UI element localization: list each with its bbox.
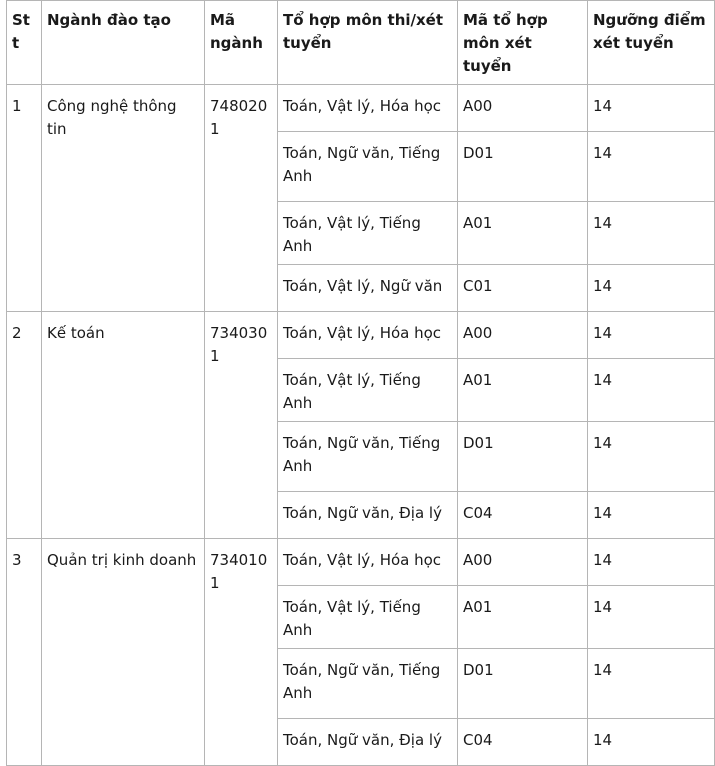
major-code-cell: 7340301	[205, 312, 278, 539]
combo-subjects-cell: Toán, Ngữ văn, Địa lý	[278, 492, 458, 539]
combo-subjects-cell: Toán, Vật lý, Hóa học	[278, 539, 458, 586]
combo-code-cell: A00	[458, 85, 588, 132]
table-body	[7, 85, 715, 766]
threshold-cell: 14	[588, 132, 715, 202]
table-header	[7, 1, 715, 85]
combo-subjects-cell: Toán, Vật lý, Tiếng Anh	[278, 359, 458, 422]
header-row	[7, 1, 715, 85]
combo-code-cell: D01	[458, 132, 588, 202]
threshold-cell: 14	[588, 265, 715, 312]
stt-cell: 2	[7, 312, 42, 539]
stt-cell: 1	[7, 85, 42, 312]
header-combo: Tổ hợp môn thi/xét tuyển	[278, 1, 458, 85]
threshold-cell: 14	[588, 422, 715, 492]
combo-subjects-cell: Toán, Vật lý, Hóa học	[278, 85, 458, 132]
threshold-cell: 14	[588, 586, 715, 649]
major-name-cell: Quản trị kinh doanh	[42, 539, 205, 766]
header-combo-code: Mã tổ hợp môn xét tuyển	[458, 1, 588, 85]
combo-subjects-cell: Toán, Vật lý, Tiếng Anh	[278, 586, 458, 649]
combo-code-cell: A00	[458, 312, 588, 359]
combo-subjects-cell: Toán, Ngữ văn, Tiếng Anh	[278, 649, 458, 719]
threshold-cell: 14	[588, 85, 715, 132]
combo-code-cell: C04	[458, 492, 588, 539]
header-threshold: Ngưỡng điểm xét tuyển	[588, 1, 715, 85]
combo-code-cell: A01	[458, 586, 588, 649]
combo-subjects-cell: Toán, Ngữ văn, Tiếng Anh	[278, 422, 458, 492]
combo-code-cell: A00	[458, 539, 588, 586]
stt-cell: 3	[7, 539, 42, 766]
combo-subjects-cell: Toán, Vật lý, Tiếng Anh	[278, 202, 458, 265]
combo-code-cell: C01	[458, 265, 588, 312]
admissions-table	[6, 0, 715, 766]
header-stt: Stt	[7, 1, 42, 85]
combo-code-cell: A01	[458, 202, 588, 265]
threshold-cell: 14	[588, 539, 715, 586]
combo-subjects-cell: Toán, Vật lý, Hóa học	[278, 312, 458, 359]
combo-code-cell: C04	[458, 719, 588, 766]
threshold-cell: 14	[588, 649, 715, 719]
major-code-cell: 7480201	[205, 85, 278, 312]
combo-subjects-cell: Toán, Ngữ văn, Địa lý	[278, 719, 458, 766]
table-row	[7, 312, 715, 359]
major-code-cell: 7340101	[205, 539, 278, 766]
threshold-cell: 14	[588, 359, 715, 422]
major-name-cell: Công nghệ thông tin	[42, 85, 205, 312]
header-major-code: Mã ngành	[205, 1, 278, 85]
threshold-cell: 14	[588, 312, 715, 359]
threshold-cell: 14	[588, 492, 715, 539]
combo-code-cell: A01	[458, 359, 588, 422]
combo-subjects-cell: Toán, Ngữ văn, Tiếng Anh	[278, 132, 458, 202]
threshold-cell: 14	[588, 202, 715, 265]
major-name-cell: Kế toán	[42, 312, 205, 539]
table-row	[7, 539, 715, 586]
combo-code-cell: D01	[458, 422, 588, 492]
combo-code-cell: D01	[458, 649, 588, 719]
combo-subjects-cell: Toán, Vật lý, Ngữ văn	[278, 265, 458, 312]
threshold-cell: 14	[588, 719, 715, 766]
table-row	[7, 85, 715, 132]
header-major: Ngành đào tạo	[42, 1, 205, 85]
